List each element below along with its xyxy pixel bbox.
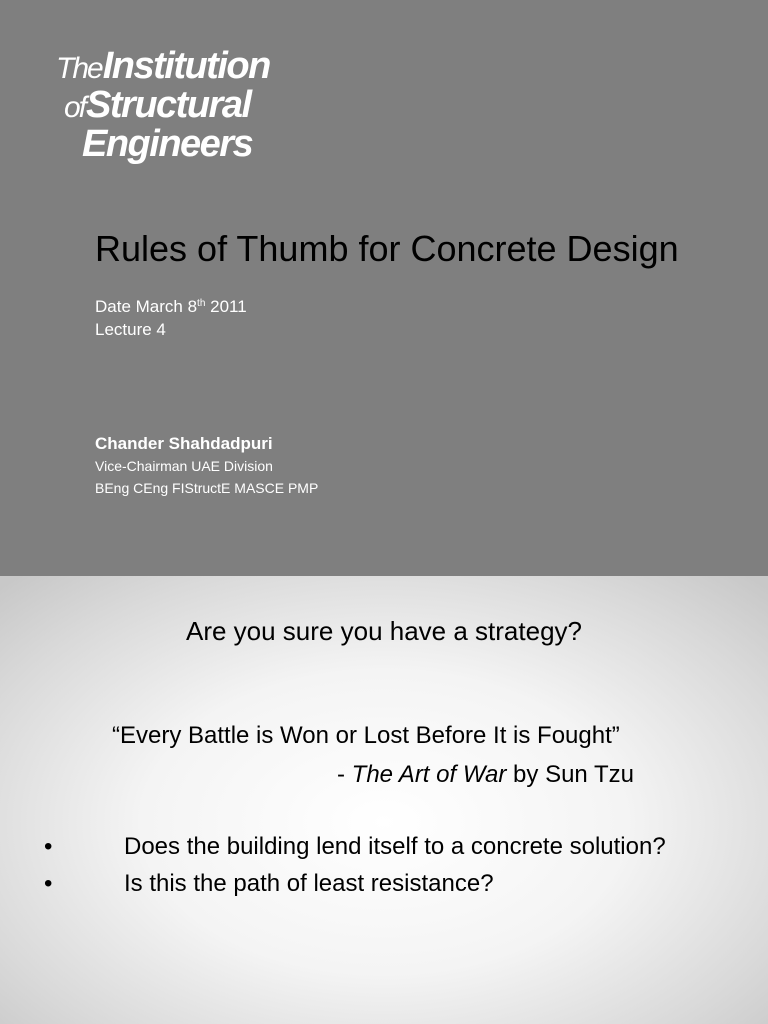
quote-attribution: - The Art of War by Sun Tzu [337, 761, 635, 788]
lecture-number: Lecture 4 [95, 320, 166, 339]
bullet-text: Does the building lend itself to a concrete solution? [124, 833, 666, 860]
istructe-logo [56, 45, 270, 165]
bullet-item [44, 870, 494, 898]
lecture-details [95, 295, 247, 341]
logo-text-structural: Structural [86, 84, 251, 126]
author-name: Chander Shahdadpuri [95, 434, 273, 453]
strategy-slide [0, 576, 768, 1024]
slide-title: Rules of Thumb for Concrete Design [95, 228, 679, 269]
author-block [95, 433, 318, 499]
bullet-icon: • [44, 870, 53, 897]
logo-text-of: of [64, 91, 86, 124]
author-role: Vice-Chairman UAE Division [95, 458, 273, 474]
logo-text-institution: Institution [102, 45, 270, 87]
book-title: The Art of War [351, 761, 507, 788]
logo-text-engineers: Engineers [82, 123, 253, 165]
bullet-item [44, 833, 666, 861]
quote-text: “Every Battle is Won or Lost Before It is Fought” [112, 722, 620, 749]
lecture-date: Date March 8th 2011 [95, 297, 247, 316]
author-credentials: BEng CEng FIStructE MASCE PMP [95, 480, 319, 496]
bullet-icon: • [44, 833, 53, 860]
logo-text-the: The [56, 52, 102, 85]
bullet-text: Is this the path of least resistance? [124, 870, 494, 897]
slide-heading: Are you sure you have a strategy? [185, 616, 582, 646]
